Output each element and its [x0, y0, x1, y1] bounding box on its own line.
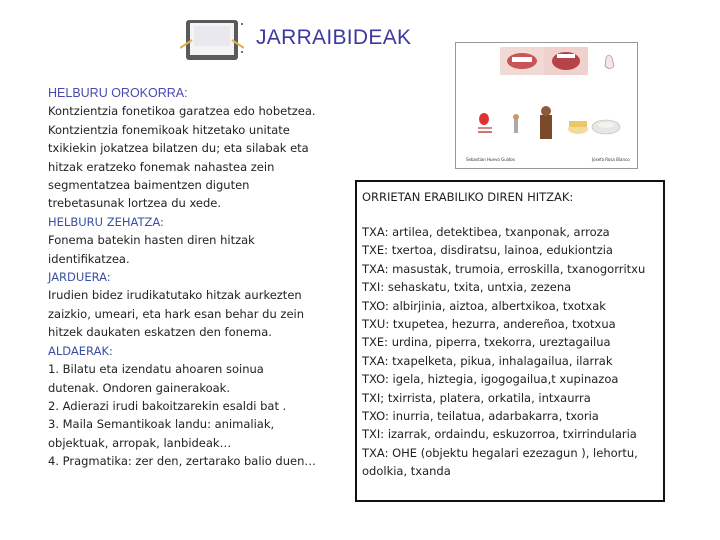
specific-goal-line: Fonema batekin hasten diren hitzak — [48, 233, 255, 248]
words-line: TXA: OHE (objektu hegalari ezezagun ), lehortu, — [362, 445, 638, 460]
preview-illustration — [456, 43, 637, 168]
preview-caption-right: Josefa Rosa Blanco — [592, 157, 630, 162]
activity-line: hitzek daukaten eskatzen den fonema. — [48, 325, 272, 340]
general-goal-line: Kontzientzia fonemikoak hitzetako unitate — [48, 122, 290, 137]
tablet-icon — [180, 18, 244, 64]
activity-heading: JARDUERA: — [48, 270, 111, 285]
variant-line: dutenak. Ondoren gainerakoak. — [48, 380, 230, 395]
instructions-column — [48, 84, 348, 471]
general-goal-line: Kontzientzia fonetikoa garatzea edo hobetzea. — [48, 104, 316, 119]
page-title: JARRAIBIDEAK — [256, 26, 412, 49]
words-line: TXE: urdina, piperra, txekorra, ureztagailua — [362, 335, 611, 350]
variant-line: 4. Pragmatika: zer den, zertarako balio duen… — [48, 454, 316, 469]
words-line: TXA: masustak, trumoia, erroskilla, txanogorritxu — [362, 261, 646, 276]
words-line: TXU: txupetea, hezurra, andereñoa, txotxua — [362, 317, 616, 332]
words-line: TXO: inurria, teilatua, adarbakarra, txoria — [362, 409, 599, 424]
words-line: TXO: albirjinia, aiztoa, albertxikoa, txotxak — [362, 298, 606, 313]
words-line: TXI: sehaskatu, txita, untxia, zezena — [362, 280, 572, 295]
general-goal-line: trebetasunak lortzea du xede. — [48, 196, 222, 211]
preview-caption-left: Sebastian Huevo Guidos — [466, 157, 515, 162]
activity-line: Irudien bidez irudikatutako hitzak aurkezten — [48, 288, 302, 303]
words-line: TXE: txertoa, disdiratsu, lainoa, edukiontzia — [362, 243, 613, 258]
general-goal-heading: HELBURU OROKORRA: — [48, 86, 188, 100]
general-goal-line: txikiekin jokatzea bilatzen du; eta silabak eta — [48, 141, 309, 156]
words-line: TXA: txapelketa, pikua, inhalagailua, ilarrak — [362, 353, 613, 368]
variant-line: objektuak, arropak, lanbideak… — [48, 435, 232, 450]
words-line: odolkia, txanda — [362, 464, 451, 479]
specific-goal-heading: HELBURU ZEHATZA: — [48, 214, 164, 229]
words-box-title: ORRIETAN ERABILIKO DIREN HITZAK: — [362, 190, 574, 204]
specific-goal-line: identifikatzea. — [48, 251, 130, 266]
variants-heading: ALDAERAK: — [48, 343, 113, 358]
variant-line: 1. Bilatu eta izendatu ahoaren soinua — [48, 362, 264, 377]
words-line: TXI: izarrak, ordaindu, eskuzorroa, txirrindularia — [362, 427, 637, 442]
general-goal-line: segmentatzea baimentzen diguten — [48, 178, 250, 193]
words-line: TXA: artilea, detektibea, txanponak, arroza — [362, 225, 610, 239]
words-line: TXO: igela, hiztegia, igogogailua,t xupinazoa — [362, 372, 619, 387]
words-line: TXI; txirrista, platera, orkatila, intxaurra — [362, 390, 591, 405]
words-list — [362, 223, 656, 481]
preview-thumbnail[interactable] — [455, 42, 638, 169]
variant-line: 2. Adierazi irudi bakoitzarekin esaldi bat . — [48, 398, 287, 413]
general-goal-line: hitzak eratzeko fonemak nahastea zein — [48, 159, 275, 174]
activity-line: zaizkio, umeari, eta hark esan behar du zein — [48, 306, 305, 321]
variant-line: 3. Maila Semantikoak landu: animaliak, — [48, 417, 275, 432]
